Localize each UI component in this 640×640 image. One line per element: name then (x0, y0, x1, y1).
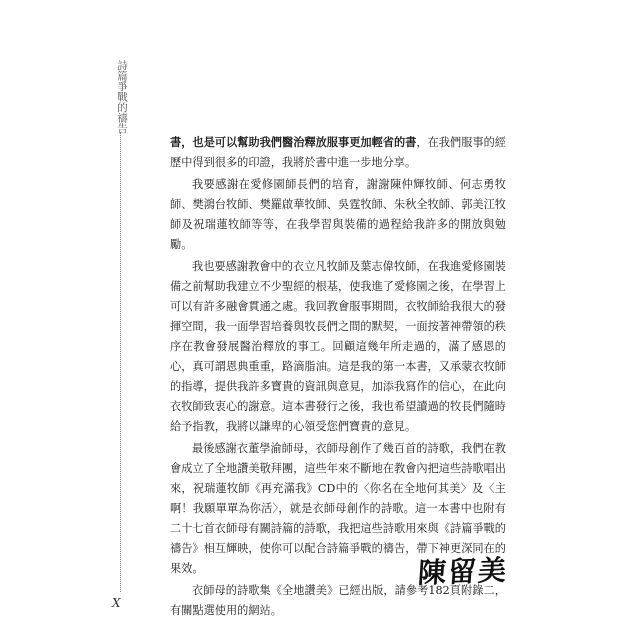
paragraph-1-text: ，在我們服事的經歷中得到很多的印證，我將於書中進一步地分享。 (170, 136, 506, 169)
paragraph-3-text: 我也要感謝教會中的衣立凡牧師及葉志偉牧師，在我進愛修園裝備之前幫助我建立不少聖經的根基，使我進了愛修園之後，在學習上可以有許多融會貫通之處。我回教會服事期間，衣牧師給我很大的發揮空間，我一面學習培養與牧長們之間的默契，一面按著神帶領的秩序在教會發展醫治釋放的事工。回顧這幾年所走過的，滿了感恩的心，真可謂恩典重重，路滴脂油。這是我的第一本書，又承蒙衣牧師的指導，提供我許多寶貴的資訊與意見，加添我寫作的信心，在此向衣牧師致衷心的謝意。這本書發行之後，我也希望讀過的牧長們隨時給予指教，我將以謙卑的心領受您們寶貴的意見。 (170, 260, 506, 433)
paragraph-5-text: 衣師母的詩歌集《全地讚美》已經出版，請參考182頁附錄二，有關點選使用的網站。 (170, 584, 506, 617)
paragraph-1-bold: 書，也是可以幫助我們醫治釋放服事更加輕省的書 (170, 135, 417, 149)
running-header-title: 詩篇爭戰的禱告 (116, 60, 128, 134)
author-signature: 陳留美 (416, 553, 510, 590)
page-number: X (112, 596, 121, 610)
dotted-margin-rule (120, 132, 121, 592)
paragraph-2-text: 我要感謝在愛修園師長們的培育，謝謝陳仲輝牧師、何志勇牧師、樊鴻台牧師、樊羅啟華牧師、吳霆牧師、朱秋全牧師、郭美江牧師及祝瑞蓮牧師等等，在我學習與裝備的過程給我許多的開放與勉勵。 (170, 178, 506, 251)
paragraph-3 (170, 257, 506, 437)
body-text (170, 132, 506, 623)
paragraph-2 (170, 175, 506, 255)
paragraph-1 (170, 132, 506, 173)
paragraph-4-text: 最後感謝衣董學渝師母，衣師母創作了幾百首的詩歌，我們在教會成立了全地讚美敬拜團，這些年來不斷地在教會內把這些詩歌唱出來，祝瑞蓮牧師《再充滿我》CD中的〈你名在全地何其美〉及〈主啊！我願單單為你活〉，就是衣師母創作的詩歌。這一本書中也附有二十七首衣師母有關詩篇的詩歌，我把這些詩歌用來與《詩篇爭戰的禱告》相互輝映，使你可以配合詩篇爭戰的禱告，帶下神更深同在的果效。 (170, 442, 506, 575)
